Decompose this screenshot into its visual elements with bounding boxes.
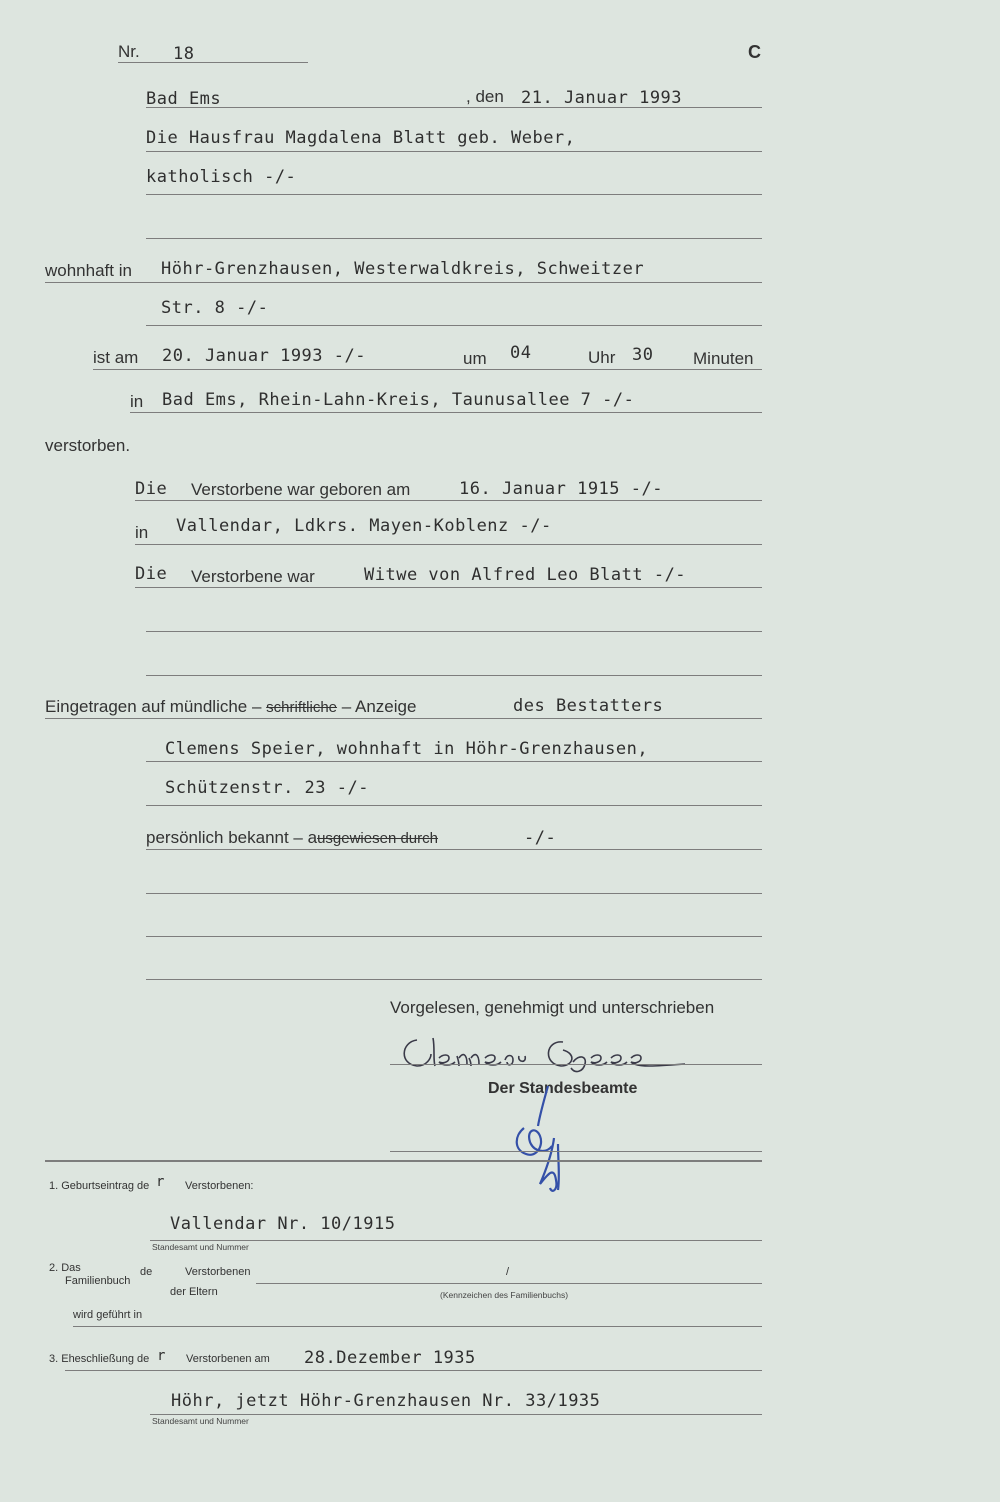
footnote-2-kennzeichen: (Kennzeichen des Familienbuchs) [440, 1290, 569, 1300]
identity-rule-1 [146, 849, 762, 850]
form-letter: C [748, 42, 761, 62]
death-date: 20. Januar 1993 -/- [162, 346, 366, 366]
informant-signature-rule [390, 1064, 762, 1065]
birth-label: Verstorbene war geboren am [191, 480, 411, 499]
identity-value: -/- [524, 828, 557, 848]
death-place-rule [130, 412, 762, 413]
minuten-label: Minuten [693, 349, 754, 368]
birth-place: Vallendar, Ldkrs. Mayen-Koblenz -/- [176, 516, 552, 536]
death-minutes: 30 [632, 345, 654, 365]
place-value: Bad Ems [146, 89, 222, 109]
residence-line-1: Höhr-Grenzhausen, Westerwaldkreis, Schweitzer [161, 259, 645, 279]
standesamt-label-1: Standesamt und Nummer [152, 1242, 249, 1252]
footnote-3-date: 28.Dezember 1935 [304, 1348, 476, 1368]
identity-label: persönlich bekannt – ausgewiesen durch [146, 828, 438, 847]
birth-place-rule [135, 544, 762, 545]
informant-signature [395, 1028, 695, 1078]
residence-rule-1 [45, 282, 762, 283]
nr-value: 18 [173, 44, 195, 64]
footnote-2-gefuehrt: wird geführt in [73, 1309, 143, 1321]
status-article: Die [135, 564, 168, 584]
footnote-2-rule-2 [73, 1326, 762, 1327]
footnote-2-verstorbenen: Verstorbenen [185, 1266, 251, 1278]
registration-value-2: Clemens Speier, wohnhaft in Höhr-Grenzhausen, [165, 739, 649, 759]
footnote-1-label: 1. Geburtseintrag de [49, 1180, 150, 1192]
identity-rule-3 [146, 936, 762, 937]
registrar-label: Der Standesbeamte [488, 1080, 638, 1097]
footnote-2-de: de [140, 1266, 153, 1278]
ist-am-label: ist am [93, 348, 139, 367]
verstorben-label: verstorben. [45, 436, 131, 455]
den-label: , den [466, 87, 504, 106]
standesamt-label-2: Standesamt und Nummer [152, 1416, 249, 1426]
person-line-1: Die Hausfrau Magdalena Blatt geb. Weber, [146, 128, 576, 148]
birth-date-rule [135, 500, 762, 501]
residence-rule-2 [146, 325, 762, 326]
registration-value-3: Schützenstr. 23 -/- [165, 778, 369, 798]
registrar-signature [500, 1080, 580, 1200]
registrar-signature-rule [390, 1151, 762, 1152]
birth-article: Die [135, 479, 168, 499]
footnote-3-value: Höhr, jetzt Höhr-Grenzhausen Nr. 33/1935 [171, 1391, 601, 1411]
identity-rule-2 [146, 893, 762, 894]
footnote-3-suffix: Verstorbenen am [186, 1353, 270, 1365]
footnote-1-suffix: Verstorbenen: [185, 1180, 254, 1192]
person-line-2-rule [146, 194, 762, 195]
registration-label: Eingetragen auf mündliche – schriftliche – Anzeige [45, 697, 417, 716]
footnote-1-rule [150, 1240, 762, 1241]
date-value: 21. Januar 1993 [521, 88, 683, 108]
footnote-3-rule-1 [65, 1370, 762, 1371]
death-hour: 04 [510, 343, 532, 363]
registration-value-1: des Bestatters [513, 696, 664, 716]
nr-line [118, 62, 308, 63]
footnote-2-label-b: Familienbuch [65, 1275, 131, 1287]
death-place: Bad Ems, Rhein-Lahn-Kreis, Taunusallee 7 -/- [162, 390, 635, 410]
status-label: Verstorbene war [191, 567, 315, 586]
footnote-2-rule-1 [256, 1283, 762, 1284]
uhr-label: Uhr [588, 348, 616, 367]
person-line-2: katholisch -/- [146, 167, 297, 187]
identity-rule-4 [146, 979, 762, 980]
status-rule-1 [135, 587, 762, 588]
person-line-3-rule [146, 238, 762, 239]
read-approved-label: Vorgelesen, genehmigt und unterschrieben [390, 998, 715, 1017]
footnote-2-eltern: der Eltern [170, 1286, 218, 1298]
registration-rule-3 [146, 805, 762, 806]
status-value: Witwe von Alfred Leo Blatt -/- [364, 565, 687, 585]
nr-label: Nr. [118, 42, 140, 61]
footnote-1-r: r [156, 1174, 165, 1190]
footnote-divider [45, 1160, 762, 1162]
registration-rule-1 [45, 718, 762, 719]
person-line-1-rule [146, 151, 762, 152]
status-rule-2 [146, 631, 762, 632]
footnote-2-slash: / [506, 1266, 510, 1278]
footnote-3-rule-2 [150, 1414, 762, 1415]
registration-rule-2 [146, 761, 762, 762]
birth-date: 16. Januar 1915 -/- [459, 479, 663, 499]
footnote-2-label-a: 2. Das [49, 1262, 81, 1274]
residence-label: wohnhaft in [45, 261, 132, 280]
residence-line-2: Str. 8 -/- [161, 298, 269, 318]
footnote-3-label: 3. Eheschließung de [49, 1353, 150, 1365]
death-in-label: in [130, 392, 144, 411]
footnote-1-value: Vallendar Nr. 10/1915 [170, 1214, 396, 1234]
um-label: um [463, 349, 487, 368]
footnote-3-r: r [157, 1348, 166, 1364]
birth-in-label: in [135, 523, 149, 542]
status-rule-3 [146, 675, 762, 676]
place-date-line [146, 107, 762, 108]
death-time-rule [93, 369, 762, 370]
